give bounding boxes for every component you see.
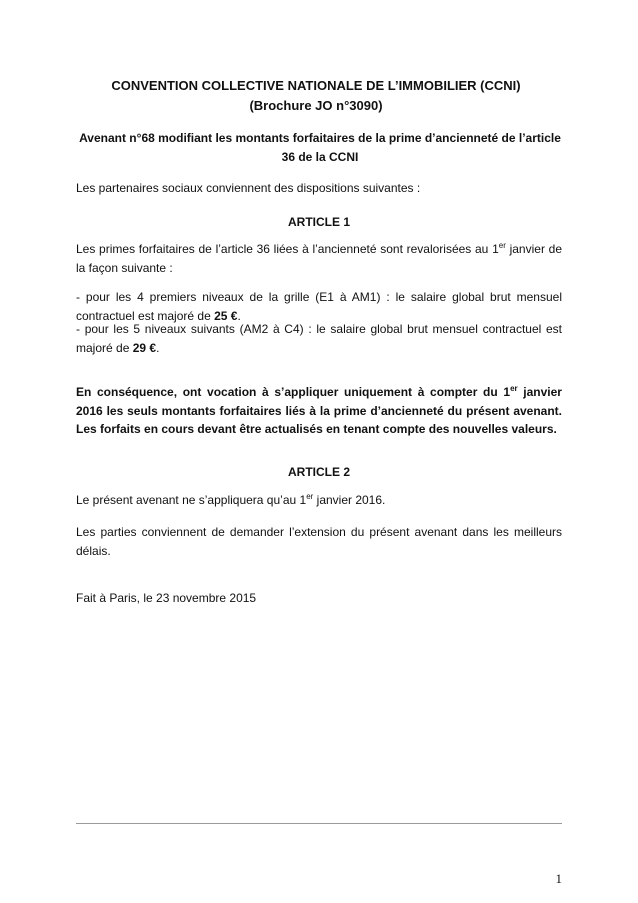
article-2-heading: ARTICLE 2	[287, 465, 350, 479]
amendment-subtitle: Avenant n°68 modifiant les montants forfaitaires de la prime d’ancienneté de l’article 36 de la CCNI	[79, 131, 561, 164]
item-2-end: .	[156, 340, 160, 355]
article-2-text-start: Le présent avenant ne s’appliquera qu’au 1	[76, 493, 307, 507]
consequence-paragraph	[76, 383, 562, 439]
article-1-paragraph	[76, 240, 562, 277]
article-1-superscript: er	[498, 241, 506, 250]
brochure-reference: (Brochure JO n°3090)	[249, 98, 383, 113]
signature-line: Fait à Paris, le 23 novembre 2015	[76, 591, 257, 605]
article-2-paragraph-1	[76, 491, 562, 510]
item-1-text: - pour les 4 premiers niveaux de la grille (E1 à AM1) : le salaire global brut mensuel contractuel est majoré de	[76, 290, 562, 323]
item-2-amount: 29 €	[132, 340, 157, 355]
page-number: 1	[555, 871, 562, 886]
item-1-amount: 25 €	[214, 308, 238, 323]
article-2-superscript: er	[306, 492, 314, 501]
article-1-text-start: Les primes forfaitaires de l’article 36 liées à l’ancienneté sont revalorisées au 1	[76, 242, 499, 256]
consequence-text-end: janvier 2016 les seuls montants forfaitaires liés à la prime d’ancienneté du présent avenant. Les forfaits en cours devant être actualisés en tenant compte des nouvelles valeurs.	[76, 385, 562, 436]
article-2-paragraph-2: Les parties conviennent de demander l’extension du présent avenant dans les meilleurs délais.	[76, 525, 562, 558]
article-2-text-end: janvier 2016.	[313, 493, 386, 507]
consequence-text-start: En conséquence, ont vocation à s’appliquer uniquement à compter du 1	[76, 385, 511, 399]
article-1-heading: ARTICLE 1	[287, 215, 350, 229]
article-1-text-end: janvier de la façon suivante :	[76, 242, 562, 275]
intro-paragraph: Les partenaires sociaux conviennent des dispositions suivantes :	[76, 181, 421, 195]
article-1-item-2	[76, 320, 562, 357]
consequence-superscript: er	[510, 384, 518, 393]
footer-divider	[76, 823, 562, 824]
item-1-end: .	[237, 308, 241, 323]
document-title: CONVENTION COLLECTIVE NATIONALE DE L’IMMOBILIER (CCNI)	[111, 78, 521, 93]
item-2-text: - pour les 5 niveaux suivants (AM2 à C4) : le salaire global brut mensuel contractuel est majoré de	[76, 322, 562, 355]
